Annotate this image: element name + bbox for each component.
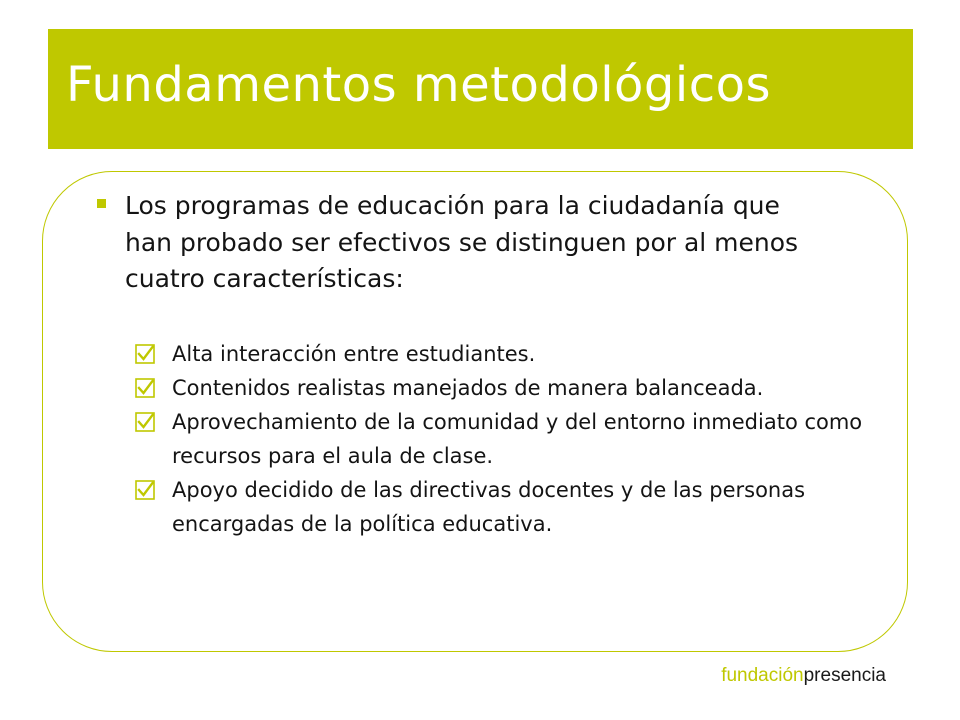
fundacion-presencia-logo (721, 664, 886, 688)
checkbox-checked-icon (135, 412, 155, 432)
sub-bullet-text: Contenidos realistas manejados de manera balanceada. (172, 376, 764, 400)
sub-bullet-item (135, 405, 865, 473)
sub-bullet-text: Alta interacción entre estudiantes. (172, 342, 536, 366)
main-bullet-text: Los programas de educación para la ciudadanía que han probado ser efectivos se distinguen por al menos cuatro características: (125, 191, 799, 293)
content-box (42, 171, 908, 652)
title-banner (48, 29, 913, 149)
checkbox-checked-icon (135, 378, 155, 398)
logo-text-fundacion: fundación (721, 665, 804, 686)
sub-bullet-item (135, 473, 865, 541)
checkbox-checked-icon (135, 480, 155, 500)
sub-bullet-list (135, 337, 865, 541)
main-bullet-item (97, 188, 817, 298)
sub-bullet-text: Apoyo decidido de las directivas docentes y de las personas encargadas de la política educativa. (172, 478, 806, 536)
sub-bullet-text: Aprovechamiento de la comunidad y del entorno inmediato como recursos para el aula de clase. (172, 410, 863, 468)
slide-title: Fundamentos metodológicos (66, 57, 771, 113)
logo-text-presencia: presencia (803, 665, 886, 686)
sub-bullet-item (135, 337, 865, 371)
square-bullet-icon (97, 199, 106, 208)
sub-bullet-item (135, 371, 865, 405)
checkbox-checked-icon (135, 344, 155, 364)
